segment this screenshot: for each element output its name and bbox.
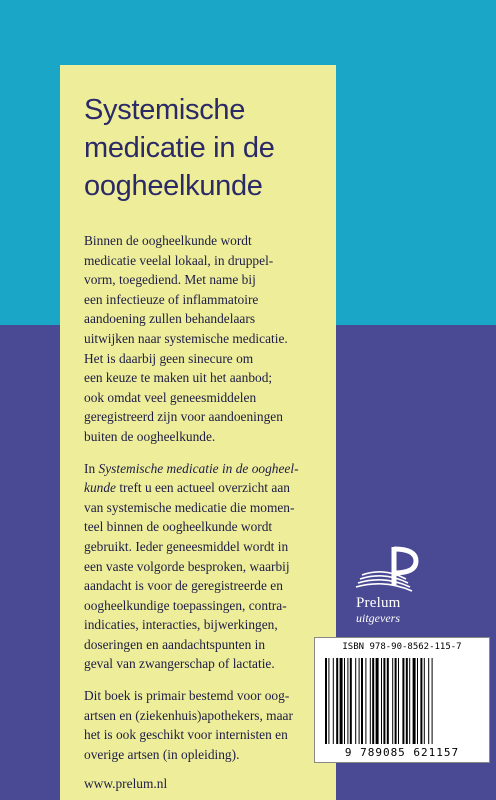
title-italic: kunde [84,480,116,496]
barcode-bar [432,658,433,744]
barcode-bar [328,658,329,744]
text-line: artsen en (ziekenhuis)apothekers, maar [84,707,293,723]
blurb-paragraph-3 [84,686,318,764]
back-cover-text-panel [60,65,336,800]
text-line: vorm, toegediend. Met name bij [84,272,256,288]
text-line: een infectieuze of inflammatoire [84,291,259,307]
barcode-bar [406,658,408,744]
publisher-logo [354,545,444,625]
barcode-bar [340,658,343,744]
barcode-number: 9 789085 621157 [344,746,460,759]
text-line: overige artsen (in opleiding). [84,746,240,762]
text-line: medicatie veelal lokaal, in druppel- [84,252,274,268]
text-line: indicaties, interacties, bijwerkingen, [84,617,278,633]
title-line: oogheelkunde [84,170,263,202]
barcode-bar [381,658,382,744]
publisher-name: Prelum [356,595,401,611]
title-italic: Systemische medicatie in de oogheel- [98,460,299,476]
barcode-bar [376,658,379,744]
barcode-bar [333,658,334,744]
isbn-label: ISBN 978-90-8562-115-7 [342,642,462,652]
text-line: teel binnen de oogheelkunde wordt [84,519,273,535]
text-line: geval van zwangerschap of lactatie. [84,656,275,672]
barcode-bar [398,658,399,744]
text-line: doseringen en aandachtspunten in [84,636,266,652]
text-line: Binnen de oogheelkunde wordt [84,233,252,248]
barcode-bar [402,658,404,744]
text-line: geregistreerd zijn voor aandoeningen [84,409,283,425]
text-line [84,459,318,479]
barcode-bar [428,658,429,744]
text-fragment: In [84,460,99,476]
barcode-bar [370,658,371,744]
barcode-bar [325,658,327,744]
text-line: het is ook geschikt voor internisten en [84,727,288,743]
text-fragment: treft u een actueel overzicht aan [115,480,290,496]
text-line: een vaste volgorde besproken, waarbij [84,558,290,574]
barcode-bar [413,658,416,744]
barcode-bar [359,658,360,744]
barcode-bar [409,658,410,744]
barcode-bar [336,658,338,744]
text-line: aandoening zullen behandelaars [84,311,256,327]
title-line: medicatie in de [84,132,275,164]
barcode-bar [387,658,389,744]
title-line: Systemische [84,94,246,126]
barcode-bar [392,658,393,744]
barcode-bar [361,658,363,744]
text-line: van systemische medicatie die momen- [84,499,295,515]
text-line: ook omdat veel geneesmiddelen [84,389,257,405]
text-line: uitwijken naar systemische medicatie. [84,330,288,346]
publisher-url[interactable]: www.prelum.nl [84,776,168,792]
text-line: Dit boek is primair bestemd voor oog- [84,688,290,704]
book-title [84,91,318,205]
barcode-bar [424,658,425,744]
text-line: aandacht is voor de geregistreerde en [84,578,283,594]
prelum-p-logo-icon [354,545,434,595]
text-line: gebruikt. Ieder geneesmiddel wordt in [84,538,289,554]
blurb-paragraph-2 [84,459,318,675]
barcode-bar [417,658,418,744]
text-line: een keuze te maken uit het aanbod; [84,370,273,386]
text-line [84,478,318,498]
barcode-bar [355,658,356,744]
blurb-paragraph-1 [84,231,318,447]
isbn-barcode [314,637,490,763]
barcode-bar [365,658,366,744]
barcode-bar [350,658,352,744]
barcode-bar [347,658,348,744]
text-line: buiten de oogheelkunde. [84,428,216,444]
barcode-bars [325,658,481,744]
text-line: oogheelkundige toepassingen, contra- [84,597,287,613]
barcode-bar [420,658,422,744]
barcode-bar [383,658,385,744]
barcode-bar [372,658,374,744]
barcode-bar [344,658,345,744]
barcode-bar [395,658,397,744]
publisher-sub: uitgevers [356,611,400,625]
text-line: Het is daarbij geen sinecure om [84,350,254,366]
